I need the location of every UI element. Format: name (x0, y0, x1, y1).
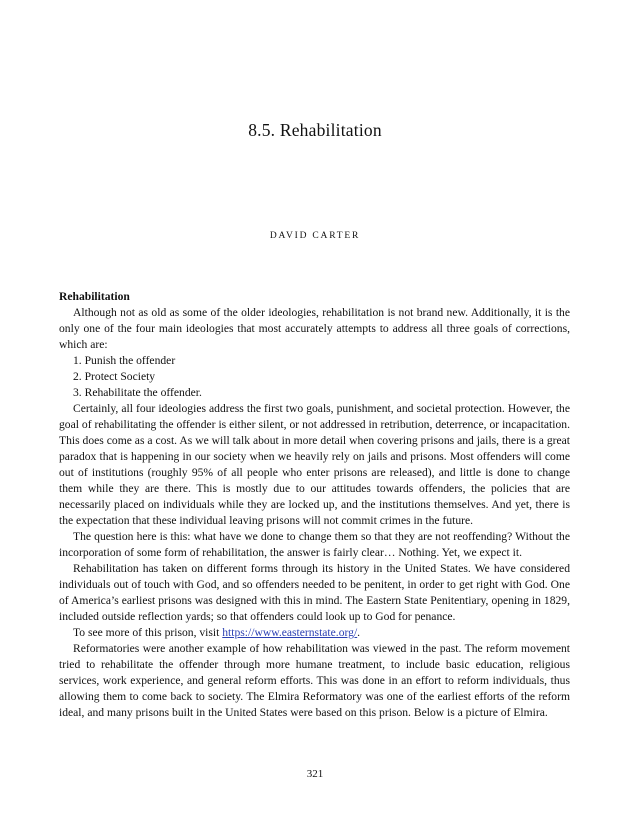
paragraph-6: Reformatories were another example of how rehabilitation was viewed in the past. The reform movement tried to rehabilitate the offender through more humane treatment, to include basic education, religious services, work experience, and general reform efforts. This was done in an effort to reform individuals, thus allowing them to come back to society. The Elmira Reformatory was one of the earliest efforts of the reform ideal, and many prisons built in the United States were based on this prison. Below is a picture of Elmira. (59, 642, 570, 719)
body-text (59, 289, 570, 721)
paragraph-2: Certainly, all four ideologies address the first two goals, punishment, and societal protection. However, the goal of rehabilitating the offender is either silent, or not addressed in retribution, deterrence, or incapacitation. This does come as a cost. As we will talk about in more detail when covering prisons and jails, there is a great paradox that is happening in our society when we heavily rely on jails and prisons. Most offenders will come out of institutions (roughly 95% of all people who enter prisons are released), and little is done to change them while they are there. This is mostly due to our attitudes towards offenders, the policies that are necessarily placed on individuals while they are locked up, and the institutions themselves. And yet, there is the expectation that these individual leaving prisons will not commit crimes in the future. (59, 402, 570, 527)
list-item: 2. Protect Society (73, 370, 156, 383)
paragraph-4: Rehabilitation has taken on different forms through its history in the United States. We have considered individuals out of touch with God, and so offenders needed to be penitent, in order to get right with God. One of America’s earliest prisons was designed with this in mind. The Eastern State Penitentiary, opening in 1829, included outside reflection yards; so that offenders could look up to God for penance. (59, 562, 570, 623)
paragraph-1: Although not as old as some of the older ideologies, rehabilitation is not brand new. Additionally, it is the only one of the four main ideologies that most accurately attempts to address all three goals of corrections, which are: (59, 306, 570, 351)
page-title: 8.5. Rehabilitation (248, 120, 382, 140)
page-number: 321 (306, 768, 324, 780)
eastern-state-link[interactable]: https://www.easternstate.org/ (222, 626, 358, 639)
goals-list (59, 353, 570, 401)
paragraph-3: The question here is this: what have we done to change them so that they are not reoffending? Without the incorporation of some form of rehabilitation, the answer is fairly clear… Nothing. Yet, we expect it. (59, 530, 570, 559)
section-heading: Rehabilitation (59, 290, 130, 303)
author-name: DAVID CARTER (269, 231, 361, 241)
paragraph-5-prefix: To see more of this prison, visit (73, 626, 223, 639)
list-item: 3. Rehabilitate the offender. (73, 386, 202, 399)
paragraph-5 (59, 625, 570, 641)
list-item: 1. Punish the offender (73, 354, 176, 367)
paragraph-5-suffix: . (357, 626, 361, 639)
